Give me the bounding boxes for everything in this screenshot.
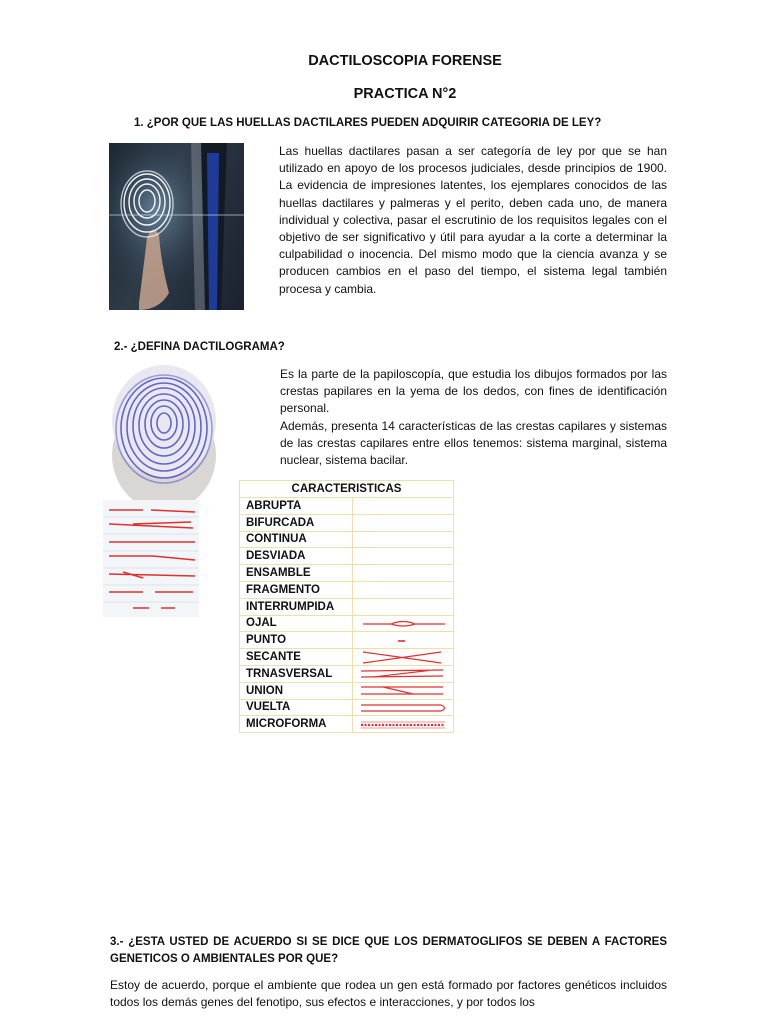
document-subtitle: PRACTICA N°2 [353,86,457,102]
row-label: SECANTE [240,649,353,666]
ridge-characteristics-sketch [103,500,199,617]
transversal-sketch [353,665,454,682]
table-row [240,649,454,666]
document-title: DACTILOSCOPIA FORENSE [308,53,502,69]
row-label: DESVIADA [240,548,353,565]
row-label: BIFURCADA [240,514,353,531]
table-row [240,498,454,515]
table-row [240,699,454,716]
table-row [240,581,454,598]
table-row [240,665,454,682]
question-3: 3.- ¿ESTA USTED DE ACUERDO SI SE DICE QUE LOS DERMATOGLIFOS SE DEBEN A FACTORES GENETICOS O AMBIENTALES POR QUE? [110,936,667,965]
table-row [240,682,454,699]
row-sketch-empty [353,531,454,548]
table-header-row [240,481,454,498]
answer-3: Estoy de acuerdo, porque el ambiente que rodea un gen está formado por factores genéticos incluidos todos los demás genes del fenotipo, sus efectos e interacciones, y por todos los [110,978,667,1010]
table-row [240,548,454,565]
row-sketch-empty [353,548,454,565]
union-sketch [353,682,454,699]
answer-1: Las huellas dactilares pasan a ser categoría de ley por que se han utilizado en apoyo de los procesos judiciales, desde principios de 1900. La evidencia de impresiones latentes, los ejemplares conocidos de las huellas dactilares y palmeras y el perito, deben cada uno, de manera individual y colectiva, pasar el escrutinio de los requisitos legales con el objetivo de ser significativo y útil para ayudar a la corte a determinar la culpabilidad o inocencia. Del mismo modo que la ciencia avanza y se producen cambios en el paso del tiempo, el sistema legal también procesa y cambia. [279,144,667,296]
row-label: INTERRUMPIDA [240,598,353,615]
table-row [240,632,454,649]
row-label: VUELTA [240,699,353,716]
table-row [240,598,454,615]
row-sketch-empty [353,514,454,531]
table-row [240,565,454,582]
row-label: TRNASVERSAL [240,665,353,682]
secante-sketch [353,649,454,666]
table-row [240,531,454,548]
row-sketch-empty [353,598,454,615]
ojal-sketch [353,615,454,632]
answer-2 [280,366,667,469]
table-row [240,615,454,632]
row-label: OJAL [240,615,353,632]
row-sketch-empty [353,498,454,515]
punto-sketch [353,632,454,649]
characteristics-table [239,480,454,733]
answer-2-paragraph-1: Es la parte de la papiloscopía, que estudia los dibujos formados por las crestas papilares en la yema de los dedos, con fines de identificación personal. [280,367,667,416]
row-label: UNION [240,682,353,699]
fingerprint-touch-photo [109,143,244,310]
row-label: CONTINUA [240,531,353,548]
row-sketch-empty [353,581,454,598]
fingerprint-image [110,365,218,515]
microforma-sketch [353,716,454,733]
row-sketch-empty [353,565,454,582]
table-header: CARACTERISTICAS [240,481,454,498]
row-label: ABRUPTA [240,498,353,515]
row-label: FRAGMENTO [240,581,353,598]
row-label: PUNTO [240,632,353,649]
table-row [240,514,454,531]
question-2: 2.- ¿DEFINA DACTILOGRAMA? [114,341,285,353]
question-1: 1. ¿POR QUE LAS HUELLAS DACTILARES PUEDEN ADQUIRIR CATEGORIA DE LEY? [134,117,602,129]
table-row [240,716,454,733]
row-label: MICROFORMA [240,716,353,733]
vuelta-sketch [353,699,454,716]
row-label: ENSAMBLE [240,565,353,582]
answer-2-paragraph-2: Además, presenta 14 características de las crestas capilares y sistemas de las crestas capilares entre ellos tenemos: sistema marginal, sistema nuclear, sistema bacilar. [280,418,667,468]
